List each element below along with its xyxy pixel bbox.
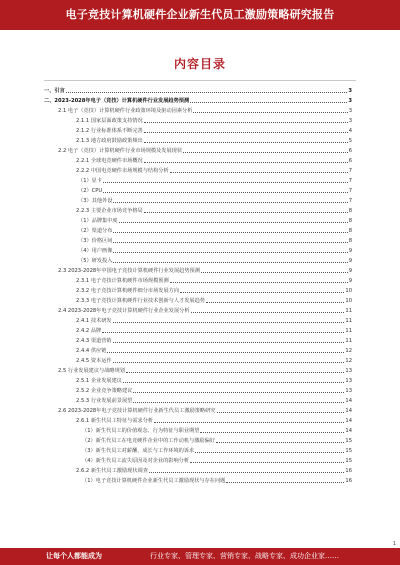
- toc-entry-text: 2.5.2 企业竞争策略建议: [76, 388, 133, 394]
- toc-entry-text: （2）CPU: [78, 188, 103, 194]
- toc-entry-page: 16: [345, 468, 352, 474]
- toc-entry[interactable]: [44, 254, 352, 264]
- toc-entry-page: 15: [345, 448, 352, 454]
- toc-entry-text: （1）新生代员工的价值观念、行为特征与职业期望: [82, 428, 200, 434]
- toc-entry-page: 7: [348, 188, 352, 194]
- toc-leader-dots: [113, 242, 347, 243]
- report-title-bar: [0, 0, 400, 30]
- toc-entry[interactable]: [44, 204, 352, 214]
- toc-entry-text: （3）新生代员工对薪酬、成长与工作环境的诉求: [82, 448, 195, 454]
- toc-entry[interactable]: [44, 444, 352, 454]
- toc-entry[interactable]: [44, 384, 352, 394]
- toc-entry-text: 2.2.2 中国电竞硬件市场规模与结构分析: [76, 168, 169, 174]
- toc-entry-page: 11: [345, 328, 352, 334]
- toc-leader-dots: [217, 412, 345, 413]
- toc-entry-page: 6: [348, 148, 352, 154]
- toc-entry-text: （2）新生代员工在电竞硬件企业中的工作动机与激励偏好: [82, 438, 215, 444]
- toc-leader-dots: [200, 432, 344, 433]
- toc-leader-dots: [103, 192, 347, 193]
- toc-leader-dots: [113, 232, 347, 233]
- toc-leader-dots: [144, 162, 348, 163]
- toc-entry-page: 7: [348, 168, 352, 174]
- toc-entry-text: （1）显卡: [78, 178, 103, 184]
- toc-entry-text: 2.5 行业发展建议与战略规划: [58, 368, 125, 374]
- toc-entry[interactable]: [44, 334, 352, 344]
- toc-entry-text: 2.2.3 主要企业市场竞争格局: [76, 208, 143, 214]
- toc-entry-text: 2.5.3 行业发展前景展望: [76, 398, 133, 404]
- toc-entry-page: 3: [348, 108, 352, 114]
- footer-slogan-right: 行业专家、管理专家、营销专家、战略专家、成功企业家……: [150, 552, 339, 560]
- toc-entry-page: 11: [345, 308, 352, 314]
- toc-entry-page: 12: [345, 348, 352, 354]
- toc-entry[interactable]: [44, 404, 352, 414]
- toc-entry-page: 16: [345, 478, 352, 484]
- toc-entry-page: 11: [345, 318, 352, 324]
- toc-entry[interactable]: [44, 394, 352, 404]
- footer-bar: [0, 548, 400, 565]
- toc-entry[interactable]: [44, 94, 352, 104]
- toc-entry-page: 4: [348, 128, 352, 134]
- toc-entry[interactable]: [44, 224, 352, 234]
- toc-entry-text: （1）品牌集中度: [78, 218, 118, 224]
- toc-entry-text: （3）其他外设: [78, 198, 113, 204]
- toc-entry-text: 2.6 2023-2028年电子竞技计算机硬件行业新生代员工激励策略研究: [58, 408, 216, 414]
- toc-leader-dots: [201, 272, 348, 273]
- toc-entry-page: 9: [348, 248, 352, 254]
- toc-entry-text: 2.1.2 行业标准体系不断完善: [76, 128, 143, 134]
- toc-entry-page: 9: [348, 268, 352, 274]
- toc-entry-page: 8: [348, 238, 352, 244]
- toc-leader-dots: [133, 392, 344, 393]
- toc-entry[interactable]: [44, 344, 352, 354]
- toc-leader-dots: [226, 482, 344, 483]
- toc-entry-text: 2.3.3 电子竞技计算机硬件行业技术创新与人才发展趋势: [76, 298, 205, 304]
- toc-entry-text: 2.4 2023-2028年电子竞技计算机硬件行业企业发展分析: [58, 308, 190, 314]
- toc-entry-page: 14: [345, 428, 352, 434]
- toc-leader-dots: [113, 362, 345, 363]
- toc-entry-text: 2.2.1 全球电竞硬件市场概况: [76, 158, 143, 164]
- toc-leader-dots: [190, 102, 347, 103]
- toc-entry-text: 2.4.5 资本运作: [76, 358, 112, 364]
- toc-leader-dots: [113, 252, 347, 253]
- toc-entry-page: 9: [348, 258, 352, 264]
- toc-entry-text: 2.6.1 新生代员工特征与需求分析: [76, 418, 154, 424]
- toc-entry-page: 8: [348, 208, 352, 214]
- toc-entry[interactable]: [44, 114, 352, 124]
- toc-leader-dots: [144, 132, 348, 133]
- toc-entry-text: 一、引言: [44, 88, 65, 94]
- toc-entry-page: 9: [348, 278, 352, 284]
- toc-entry[interactable]: [44, 354, 352, 364]
- toc-entry[interactable]: [44, 154, 352, 164]
- toc-entry[interactable]: [44, 234, 352, 244]
- toc-entry-text: （5）研发投入: [78, 258, 113, 264]
- toc-entry[interactable]: [44, 294, 352, 304]
- toc-leader-dots: [107, 352, 344, 353]
- toc-entry-text: 2.1.1 国家层面政策支持情况: [76, 118, 143, 124]
- toc-entry-page: 13: [345, 368, 352, 374]
- toc-entry-page: 13: [345, 378, 352, 384]
- toc-entry-page: 10: [345, 288, 352, 294]
- toc-entry-page: 13: [345, 388, 352, 394]
- toc-entry[interactable]: [44, 474, 352, 484]
- toc-entry-page: 5: [348, 138, 352, 144]
- toc-leader-dots: [195, 452, 344, 453]
- toc-leader-dots: [180, 292, 344, 293]
- toc-entry[interactable]: [44, 454, 352, 464]
- toc-entry[interactable]: [44, 424, 352, 434]
- toc-leader-dots: [144, 122, 348, 123]
- toc-entry[interactable]: [44, 244, 352, 254]
- toc-entry[interactable]: [44, 324, 352, 334]
- toc-entry[interactable]: [44, 274, 352, 284]
- toc-entry-page: 3: [348, 88, 352, 94]
- toc-entry-text: 二、2023-2028年电子（竞技）计算机硬件行业发展趋势预测: [44, 98, 190, 104]
- toc-entry[interactable]: [44, 184, 352, 194]
- toc-entry[interactable]: [44, 144, 352, 154]
- toc-entry-page: 14: [345, 408, 352, 414]
- toc-leader-dots: [113, 342, 345, 343]
- toc-leader-dots: [103, 182, 348, 183]
- toc-entry[interactable]: [44, 124, 352, 134]
- toc-entry-text: （3）价格区间: [78, 238, 113, 244]
- toc-entry[interactable]: [44, 134, 352, 144]
- toc-entry[interactable]: [44, 434, 352, 444]
- toc-entry-text: 2.4.4 供应链: [76, 348, 107, 354]
- toc-leader-dots: [216, 442, 344, 443]
- toc-entry[interactable]: [44, 84, 352, 94]
- toc-entry-page: 6: [348, 158, 352, 164]
- toc-heading: 内容目录: [173, 57, 226, 71]
- toc-entry-text: （2）渠道分布: [78, 228, 113, 234]
- toc-entry[interactable]: [44, 104, 352, 114]
- toc-entry-page: 7: [348, 178, 352, 184]
- toc-entry[interactable]: [44, 174, 352, 184]
- page-number: 1: [392, 541, 396, 547]
- toc-leader-dots: [66, 92, 348, 93]
- toc-entry-text: 2.1.3 地方政府鼓励政策频出: [76, 138, 143, 144]
- toc-entry-text: 2.4.2 品牌: [76, 328, 102, 334]
- toc-entry-page: 8: [348, 228, 352, 234]
- toc-leader-dots: [206, 302, 344, 303]
- report-title: 电子竞技计算机硬件企业新生代员工激励策略研究报告: [65, 8, 335, 21]
- toc-entry-text: （4）新生代员工流失原因及对企业的影响分析: [82, 458, 190, 464]
- toc-entry-text: 2.3.1 电子竞技计算机硬件市场规模预测: [76, 278, 169, 284]
- toc-entry-text: （1）电子竞技计算机硬件企业新生代员工激励现状与存在问题: [82, 478, 226, 484]
- toc-leader-dots: [170, 282, 348, 283]
- toc-entry-page: 15: [345, 458, 352, 464]
- toc-leader-dots: [102, 332, 344, 333]
- toc-entry-text: 2.1 电子（竞技）计算机硬件行业政策环境及驱动因素分析: [58, 108, 193, 114]
- toc-entry[interactable]: [44, 314, 352, 324]
- toc-entry[interactable]: [44, 364, 352, 374]
- toc-leader-dots: [144, 212, 348, 213]
- toc-entry-page: 14: [345, 418, 352, 424]
- toc-entry-page: 15: [345, 438, 352, 444]
- toc-leader-dots: [144, 142, 348, 143]
- table-of-contents: [44, 84, 352, 484]
- toc-entry[interactable]: [44, 304, 352, 314]
- toc-leader-dots: [149, 472, 344, 473]
- toc-entry-page: 3: [348, 118, 352, 124]
- toc-entry[interactable]: [44, 214, 352, 224]
- toc-entry-text: 2.5.1 企业发展建议: [76, 378, 122, 384]
- toc-entry-page: 3: [348, 98, 352, 104]
- toc-entry[interactable]: [44, 464, 352, 474]
- toc-leader-dots: [123, 382, 344, 383]
- toc-leader-dots: [113, 262, 347, 263]
- toc-leader-dots: [126, 372, 344, 373]
- toc-entry[interactable]: [44, 264, 352, 274]
- toc-entry-page: 10: [345, 298, 352, 304]
- toc-entry-text: 2.4.1 技术研发: [76, 318, 112, 324]
- toc-leader-dots: [191, 312, 345, 313]
- toc-leader-dots: [119, 222, 348, 223]
- toc-leader-dots: [193, 112, 347, 113]
- toc-entry-text: （4）用户画像: [78, 248, 113, 254]
- toc-entry-text: 2.6.2 新生代员工激励现状调查: [76, 468, 148, 474]
- toc-entry-page: 14: [345, 398, 352, 404]
- toc-leader-dots: [170, 172, 348, 173]
- toc-divider: [44, 80, 356, 81]
- footer-slogan-left: 让每个人都能成为: [46, 552, 102, 560]
- toc-entry-text: 2.3 2023-2028年中国电子竞技计算机硬件行业发展趋势预测: [58, 268, 200, 274]
- toc-entry[interactable]: [44, 194, 352, 204]
- toc-leader-dots: [113, 322, 345, 323]
- toc-entry-page: 8: [348, 218, 352, 224]
- toc-entry-page: 12: [345, 358, 352, 364]
- toc-entry-page: 11: [345, 338, 352, 344]
- toc-entry[interactable]: [44, 284, 352, 294]
- toc-entry-text: 2.4.3 渠道营销: [76, 338, 112, 344]
- toc-entry-text: 2.3.2 电子竞技计算机硬件细分市场发展方向: [76, 288, 180, 294]
- toc-entry[interactable]: [44, 164, 352, 174]
- toc-leader-dots: [154, 422, 344, 423]
- toc-entry-text: 2.2 电子（竞技）计算机硬件行业市场规模及发展现状: [58, 148, 183, 154]
- toc-leader-dots: [133, 402, 344, 403]
- toc-entry[interactable]: [44, 414, 352, 424]
- toc-leader-dots: [190, 462, 344, 463]
- toc-entry-page: 7: [348, 198, 352, 204]
- toc-leader-dots: [183, 152, 348, 153]
- toc-entry[interactable]: [44, 374, 352, 384]
- toc-leader-dots: [113, 202, 347, 203]
